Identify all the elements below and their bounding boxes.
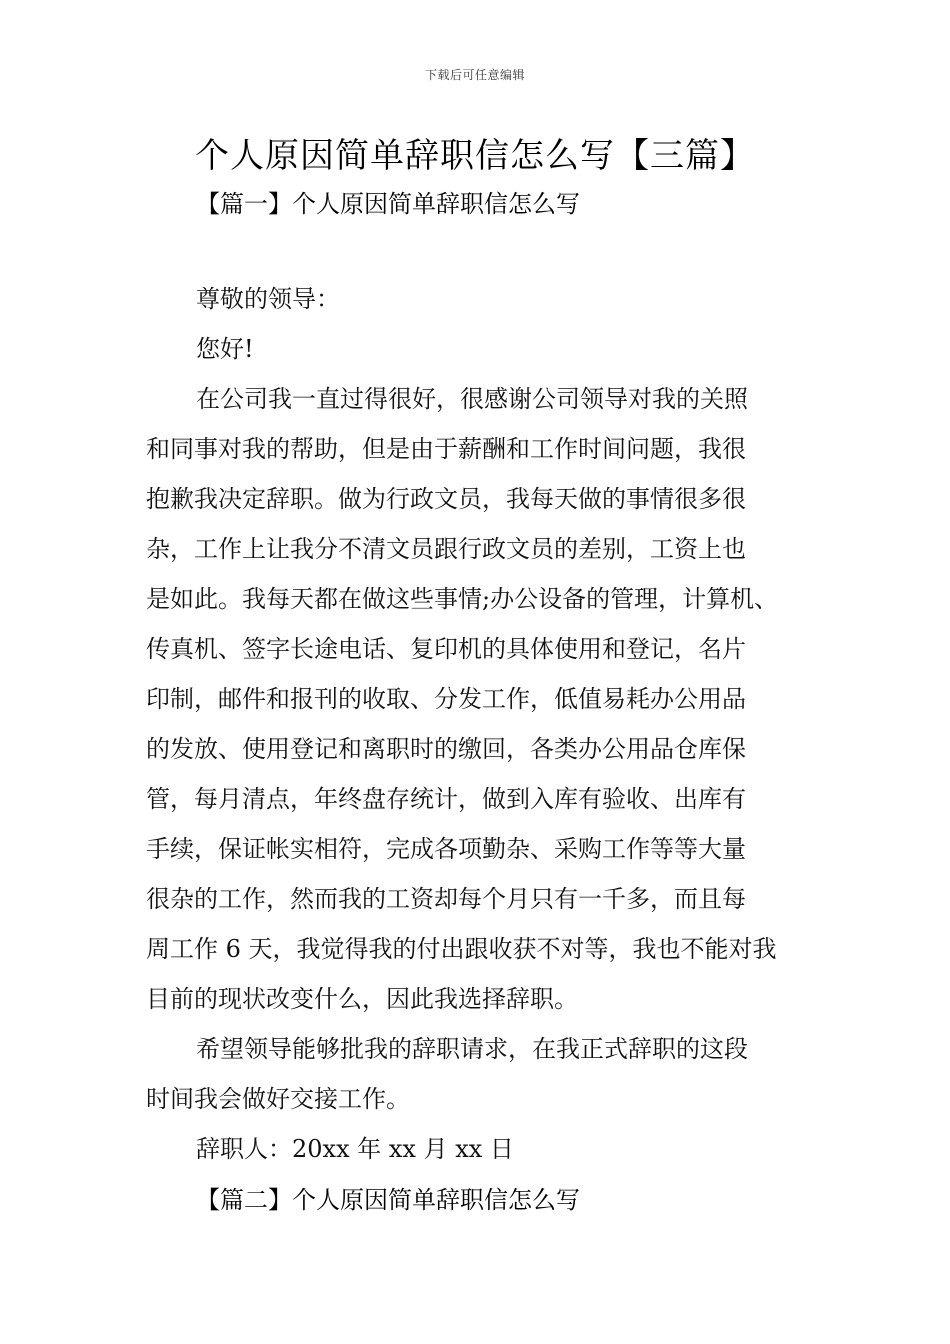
salutation: 尊敬的领导： (196, 285, 340, 313)
paragraph-1-line: 杂，工作上让我分不清文员跟行政文员的差别，工资上也 (146, 535, 746, 563)
document-title: 个人原因简单辞职信怎么写【三篇】 (195, 136, 755, 176)
section-heading-1: 【篇一】个人原因简单辞职信怎么写 (196, 190, 580, 218)
signature-line: 辞职人：20xx 年 xx 月 xx 日 (196, 1135, 514, 1163)
paragraph-1-line: 抱歉我决定辞职。做为行政文员，我每天做的事情很多很 (146, 485, 746, 513)
paragraph-2-line: 希望领导能够批我的辞职请求，在我正式辞职的这段 (196, 1035, 748, 1063)
paragraph-1-line: 传真机、签字长途电话、复印机的具体使用和登记，名片 (146, 635, 746, 663)
paragraph-1-line: 手续，保证帐实相符，完成各项勤杂、采购工作等等大量 (146, 835, 746, 863)
paragraph-2-line: 时间我会做好交接工作。 (146, 1085, 410, 1113)
section-heading-2: 【篇二】个人原因简单辞职信怎么写 (196, 1186, 580, 1214)
header-note: 下载后可任意编辑 (424, 68, 525, 82)
paragraph-1-line: 和同事对我的帮助，但是由于薪酬和工作时间问题，我很 (146, 435, 746, 463)
paragraph-1-line: 很杂的工作，然而我的工资却每个月只有一千多，而且每 (146, 885, 746, 913)
paragraph-1-line: 是如此。我每天都在做这些事情;办公设备的管理，计算机、 (146, 585, 779, 613)
paragraph-1-line: 在公司我一直过得很好，很感谢公司领导对我的关照 (196, 385, 748, 413)
paragraph-1-line: 管，每月清点，年终盘存统计，做到入库有验收、出库有 (146, 785, 746, 813)
letter-body (146, 274, 810, 1174)
paragraph-1-line: 印制，邮件和报刊的收取、分发工作，低值易耗办公用品 (146, 685, 746, 713)
paragraph-1-line: 的发放、使用登记和离职时的缴回，各类办公用品仓库保 (146, 735, 746, 763)
paragraph-1-line: 周工作 6 天，我觉得我的付出跟收获不对等，我也不能对我 (146, 935, 777, 963)
paragraph-1-line: 目前的现状改变什么，因此我选择辞职。 (146, 985, 578, 1013)
greeting: 您好! (196, 335, 254, 363)
